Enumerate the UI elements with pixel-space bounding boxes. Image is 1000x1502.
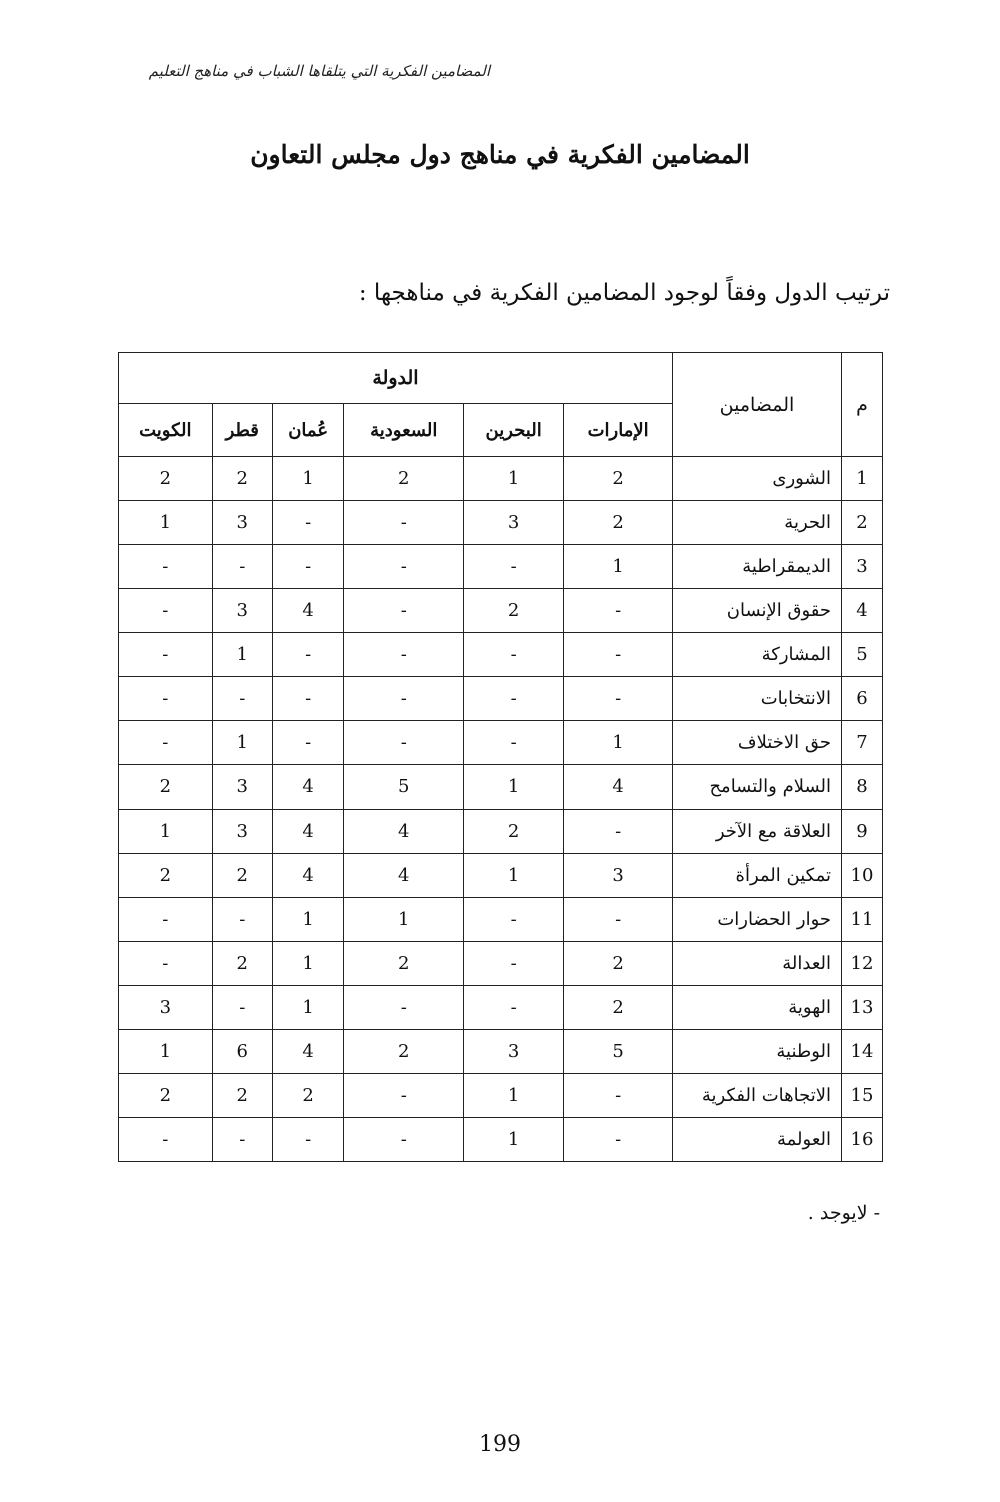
topic-cell: العولمة [673,1117,842,1161]
rank-cell: - [119,941,213,985]
rank-cell: - [119,677,213,721]
rank-cell: 1 [464,765,564,809]
rank-cell: 4 [272,589,344,633]
rankings-table [118,352,883,1162]
page-number: 199 [479,1432,521,1457]
table-row [119,501,883,545]
table-row [119,897,883,941]
rank-cell: 3 [212,765,272,809]
topic-cell: حق الاختلاف [673,721,842,765]
rank-cell: 2 [119,765,213,809]
topic-cell: تمكين المرأة [673,853,842,897]
rank-cell: 4 [272,1029,344,1073]
rank-cell: 3 [564,853,673,897]
column-group-header-country: الدولة [119,353,673,404]
rank-cell: 2 [212,457,272,501]
topic-cell: الديمقراطية [673,545,842,589]
rank-cell: - [464,897,564,941]
table-row [119,853,883,897]
table-row [119,633,883,677]
column-header-country: قطر [212,404,272,457]
table-row [119,765,883,809]
topic-cell: الشورى [673,457,842,501]
rank-cell: - [119,897,213,941]
rank-cell: 1 [272,985,344,1029]
rank-cell: 2 [564,985,673,1029]
rank-cell: 1 [564,545,673,589]
rank-cell: - [212,677,272,721]
rank-cell: - [564,897,673,941]
row-number-cell: 3 [842,545,883,589]
rank-cell: - [344,1117,464,1161]
rank-cell: 2 [344,457,464,501]
rank-cell: 2 [564,457,673,501]
rank-cell: 4 [272,765,344,809]
rank-cell: 5 [564,1029,673,1073]
topic-cell: الانتخابات [673,677,842,721]
rank-cell: 4 [344,809,464,853]
table-row [119,809,883,853]
running-header: المضامين الفكرية التي يتلقاها الشباب في مناهج التعليم [148,62,490,80]
table-caption: ترتيب الدول وفقاً لوجود المضامين الفكرية في مناهجها : [358,280,890,306]
rank-cell: 1 [272,457,344,501]
rank-cell: - [119,721,213,765]
topic-cell: المشاركة [673,633,842,677]
topic-cell: الوطنية [673,1029,842,1073]
table-row [119,985,883,1029]
rank-cell: - [344,501,464,545]
row-number-cell: 1 [842,457,883,501]
rank-cell: 2 [564,501,673,545]
rank-cell: 4 [272,809,344,853]
rank-cell: - [344,721,464,765]
rank-cell: 2 [119,457,213,501]
rank-cell: - [272,1117,344,1161]
rank-cell: 1 [344,897,464,941]
rank-cell: 2 [212,853,272,897]
topic-cell: الاتجاهات الفكرية [673,1073,842,1117]
rank-cell: - [272,633,344,677]
rank-cell: - [464,633,564,677]
rank-cell: 2 [564,941,673,985]
rank-cell: 3 [464,501,564,545]
rank-cell: - [464,985,564,1029]
rank-cell: 1 [212,721,272,765]
row-number-cell: 13 [842,985,883,1029]
row-number-cell: 10 [842,853,883,897]
rank-cell: 3 [464,1029,564,1073]
rank-cell: 5 [344,765,464,809]
rank-cell: - [464,545,564,589]
rank-cell: 2 [464,589,564,633]
row-number-cell: 11 [842,897,883,941]
rank-cell: - [564,1073,673,1117]
table-row [119,589,883,633]
row-number-cell: 6 [842,677,883,721]
rank-cell: 1 [119,809,213,853]
rank-cell: 2 [344,1029,464,1073]
row-number-cell: 14 [842,1029,883,1073]
column-header-country: عُمان [272,404,344,457]
rank-cell: 1 [464,457,564,501]
rank-cell: - [564,633,673,677]
rank-cell: 1 [564,721,673,765]
rank-cell: - [464,721,564,765]
rank-cell: 2 [464,809,564,853]
topic-cell: حوار الحضارات [673,897,842,941]
rank-cell: 3 [212,589,272,633]
rank-cell: - [564,1117,673,1161]
page-title: المضامين الفكرية في مناهج دول مجلس التعاون [250,140,750,169]
rank-cell: - [272,545,344,589]
rank-cell: 1 [272,897,344,941]
rank-cell: 3 [212,809,272,853]
table-row [119,1029,883,1073]
rank-cell: 3 [119,985,213,1029]
row-number-cell: 5 [842,633,883,677]
topic-cell: الحرية [673,501,842,545]
row-number-cell: 15 [842,1073,883,1117]
rank-cell: - [272,501,344,545]
footnote: - لايوجد . [807,1202,880,1224]
rank-cell: 1 [464,1073,564,1117]
rank-cell: 1 [119,501,213,545]
rank-cell: - [212,545,272,589]
rank-cell: 2 [119,1073,213,1117]
rank-cell: - [272,721,344,765]
row-number-cell: 7 [842,721,883,765]
rank-cell: 2 [272,1073,344,1117]
rank-cell: 3 [212,501,272,545]
column-header-country: الإمارات [564,404,673,457]
rank-cell: - [564,677,673,721]
rank-cell: 2 [212,1073,272,1117]
rank-cell: 4 [564,765,673,809]
rank-cell: 1 [119,1029,213,1073]
rank-cell: 2 [344,941,464,985]
topic-cell: الهوية [673,985,842,1029]
rank-cell: 1 [464,853,564,897]
rank-cell: - [564,809,673,853]
table-row [119,941,883,985]
row-number-cell: 8 [842,765,883,809]
column-header-country: السعودية [344,404,464,457]
rank-cell: 1 [464,1117,564,1161]
column-header-topic: المضامين [673,353,842,457]
rank-cell: 1 [212,633,272,677]
rank-cell: - [344,985,464,1029]
rank-cell: - [344,633,464,677]
table-body [119,457,883,1162]
rank-cell: 4 [344,853,464,897]
topic-cell: العدالة [673,941,842,985]
table-row [119,545,883,589]
column-header-country: الكويت [119,404,213,457]
rank-cell: - [119,633,213,677]
rank-cell: - [464,677,564,721]
rank-cell: - [344,677,464,721]
table-row [119,1073,883,1117]
row-number-cell: 9 [842,809,883,853]
rank-cell: - [344,1073,464,1117]
rank-cell: 4 [272,853,344,897]
row-number-cell: 4 [842,589,883,633]
rank-cell: 1 [272,941,344,985]
row-number-cell: 12 [842,941,883,985]
rank-cell: - [564,589,673,633]
table-row [119,721,883,765]
column-header-country: البحرين [464,404,564,457]
rank-cell: 6 [212,1029,272,1073]
topic-cell: حقوق الإنسان [673,589,842,633]
table-row [119,677,883,721]
rank-cell: - [119,1117,213,1161]
rank-cell: 2 [212,941,272,985]
rank-cell: - [212,1117,272,1161]
table-row [119,457,883,501]
row-number-cell: 2 [842,501,883,545]
row-number-cell: 16 [842,1117,883,1161]
rank-cell: 2 [119,853,213,897]
rank-cell: - [119,545,213,589]
rank-cell: - [464,941,564,985]
rank-cell: - [344,545,464,589]
column-header-number: م [842,353,883,457]
rank-cell: - [212,897,272,941]
rank-cell: - [212,985,272,1029]
rank-cell: - [344,589,464,633]
topic-cell: السلام والتسامح [673,765,842,809]
rank-cell: - [272,677,344,721]
topic-cell: العلاقة مع الآخر [673,809,842,853]
rank-cell: - [119,589,213,633]
table-row [119,1117,883,1161]
